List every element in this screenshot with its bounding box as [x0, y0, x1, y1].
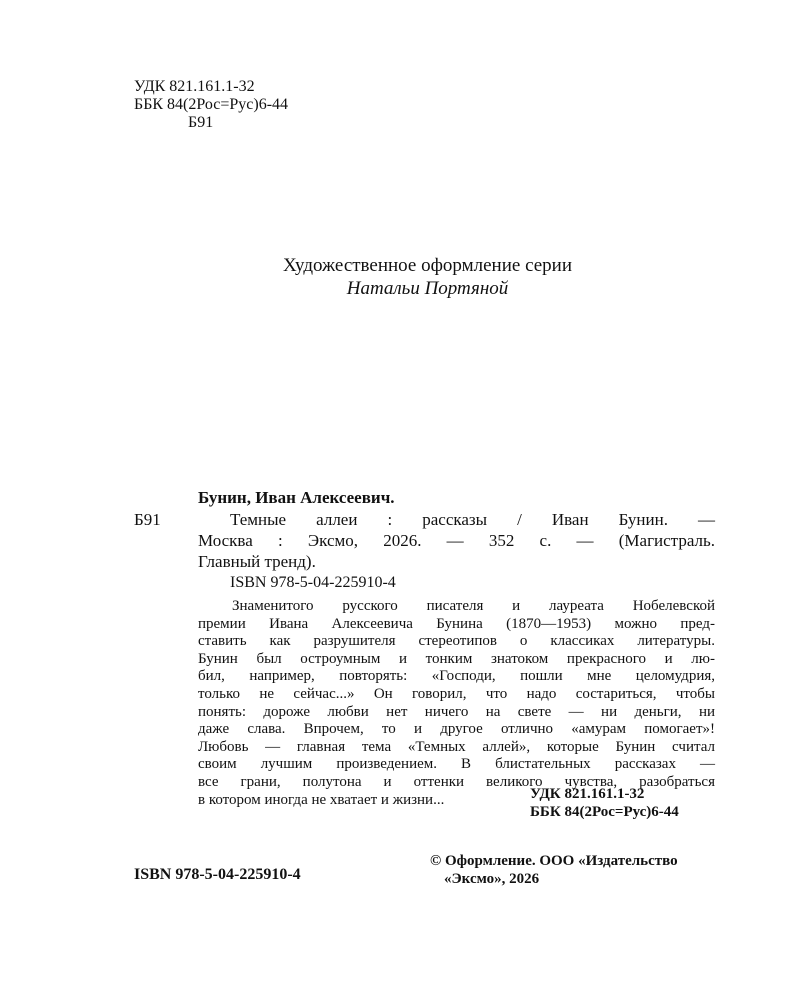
annotation-line: в котором иногда не хватает и жизни... — [198, 791, 445, 808]
copyright-publisher-year: «Эксмо», 2026 — [444, 871, 540, 887]
annotation-line: премии Ивана Алексеевича Бунина (1870—1953) можно пред- — [198, 615, 715, 632]
annotation-line: своим лучшим произведением. В блистательных рассказах — — [198, 756, 715, 773]
copyright-notice: © Оформление. ООО «Издательство — [430, 853, 678, 869]
record-entry-line: Главный тренд). — [198, 552, 316, 571]
annotation-line: бил, например, повторять: «Господи, пошли мне целомудрия, — [198, 668, 715, 685]
annotation-line: даже слава. Впрочем, то и другое отлично «амурам помогает»! — [198, 721, 715, 738]
annotation-line: Знаменитого русского писателя и лауреата Нобелевской — [232, 598, 715, 614]
udk-code: УДК 821.161.1-32 — [134, 78, 255, 95]
footer-isbn: ISBN 978-5-04-225910-4 — [134, 866, 301, 883]
record-author-sign: Б91 — [134, 510, 161, 529]
record-isbn: ISBN 978-5-04-225910-4 — [230, 574, 396, 591]
annotation-line: все грани, полутона и оттенки великого чувства, разобраться — [198, 773, 715, 790]
footer-bbk-code: ББК 84(2Рос=Рус)6-44 — [530, 804, 679, 820]
annotation-line: только не сейчас...» Он говорил, что надо состариться, чтобы — [198, 685, 715, 702]
design-credit-title: Художественное оформление серии — [282, 255, 573, 276]
record-author: Бунин, Иван Алексеевич. — [198, 488, 395, 507]
annotation-line: понять: дороже любви нет ничего на свете — ни деньги, ни — [198, 703, 715, 720]
annotation-line: ставить как разрушителя стереотипов о классиках литературы. — [198, 633, 715, 650]
design-credit-name: Натальи Портяной — [346, 278, 509, 299]
footer-udk-code: УДК 821.161.1-32 — [530, 786, 645, 802]
author-sign: Б91 — [188, 114, 214, 131]
bbk-code: ББК 84(2Рос=Рус)6-44 — [134, 96, 289, 113]
record-entry-line: Москва : Эксмо, 2026. — 352 с. — (Магистраль. — [198, 531, 715, 550]
record-entry-line: Темные аллеи : рассказы / Иван Бунин. — — [230, 510, 715, 529]
annotation-line: Любовь — главная тема «Темных аллей», которые Бунин считал — [198, 738, 715, 755]
annotation — [198, 598, 715, 809]
annotation-line: Бунин был остроумным и тонким знатоком прекрасного и лю- — [198, 650, 715, 667]
